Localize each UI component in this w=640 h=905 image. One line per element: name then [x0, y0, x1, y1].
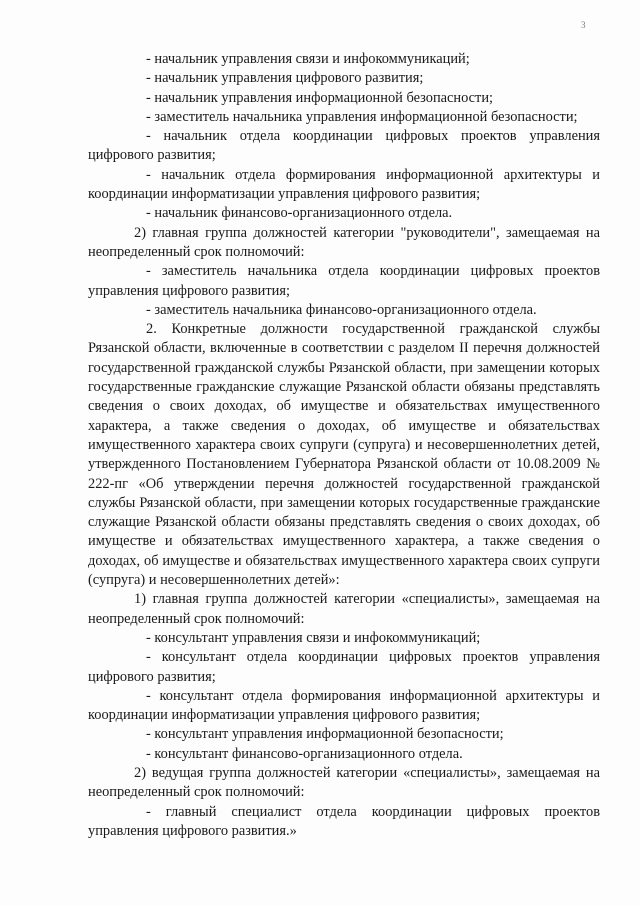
clause-paragraph: 2. Конкретные должности государственной гражданской службы Рязанской области, включенные в соответствии с разделом II перечня должностей государственной гражданской службы Рязанской области, при замещении которых государственные гражданские служащие Рязанской области обязаны представлять сведения о своих доходах, об имуществе и обязательствах имущественного характера, а также сведения о доходах, об имуществе и обязательствах имущественного характера своих супруги (супруга) и несовершеннолетних детей, утвержденного Постановлением Губернатора Рязанской области от 10.08.2009 № 222-пг «Об утверждении перечня должностей государственной гражданской службы Рязанской области, при замещении которых государственные гражданские служащие Рязанской области обязаны представлять сведения о своих доходах, об имуществе и обязательствах имущественного характера, а также сведения о доходах, об имуществе и обязательствах имущественного характера своих супруги (супруга) и несовершеннолетних детей»: [88, 321, 600, 589]
list-item: - консультант отдела формирования информационной архитектуры и координации информатизации управления цифрового развития; [88, 687, 600, 724]
list-item: - заместитель начальника финансово-организационного отдела. [146, 301, 537, 318]
list-item: - консультант финансово-организационного отдела. [146, 745, 463, 762]
list-item: - начальник отдела формирования информационной архитектуры и координации информатизации управления цифрового развития; [88, 166, 600, 203]
list-item: - начальник управления связи и инфокоммуникаций; [146, 51, 470, 67]
list-item: - главный специалист отдела координации цифровых проектов управления цифрового развития.» [88, 803, 600, 839]
list-item: - начальник управления информационной безопасности; [146, 89, 494, 106]
page-mark: 3 [581, 20, 586, 30]
list-item: - консультант управления информационной безопасности; [146, 726, 504, 743]
section-heading: 2) главная группа должностей категории "руководители", замещаемая на неопределенный срок полномочий: [88, 224, 600, 260]
section-heading: 1) главная группа должностей категории «специалисты», замещаемая на неопределенный срок полномочий: [88, 591, 600, 627]
list-item: - заместитель начальника отдела координации цифровых проектов управления цифрового развития; [88, 263, 600, 299]
list-item: - начальник финансово-организационного отдела. [146, 205, 453, 222]
section-heading: 2) ведущая группа должностей категории «специалисты», замещаемая на неопределенный срок полномочий: [88, 764, 600, 801]
document-body [88, 50, 600, 841]
list-item: - начальник управления цифрового развития; [146, 70, 424, 87]
list-item: - начальник отдела координации цифровых проектов управления цифрового развития; [88, 128, 600, 164]
list-item: - заместитель начальника управления информационной безопасности; [146, 108, 578, 125]
list-item: - консультант управления связи и инфокоммуникаций; [146, 629, 481, 646]
list-item: - консультант отдела координации цифровых проектов управления цифрового развития; [88, 649, 600, 685]
